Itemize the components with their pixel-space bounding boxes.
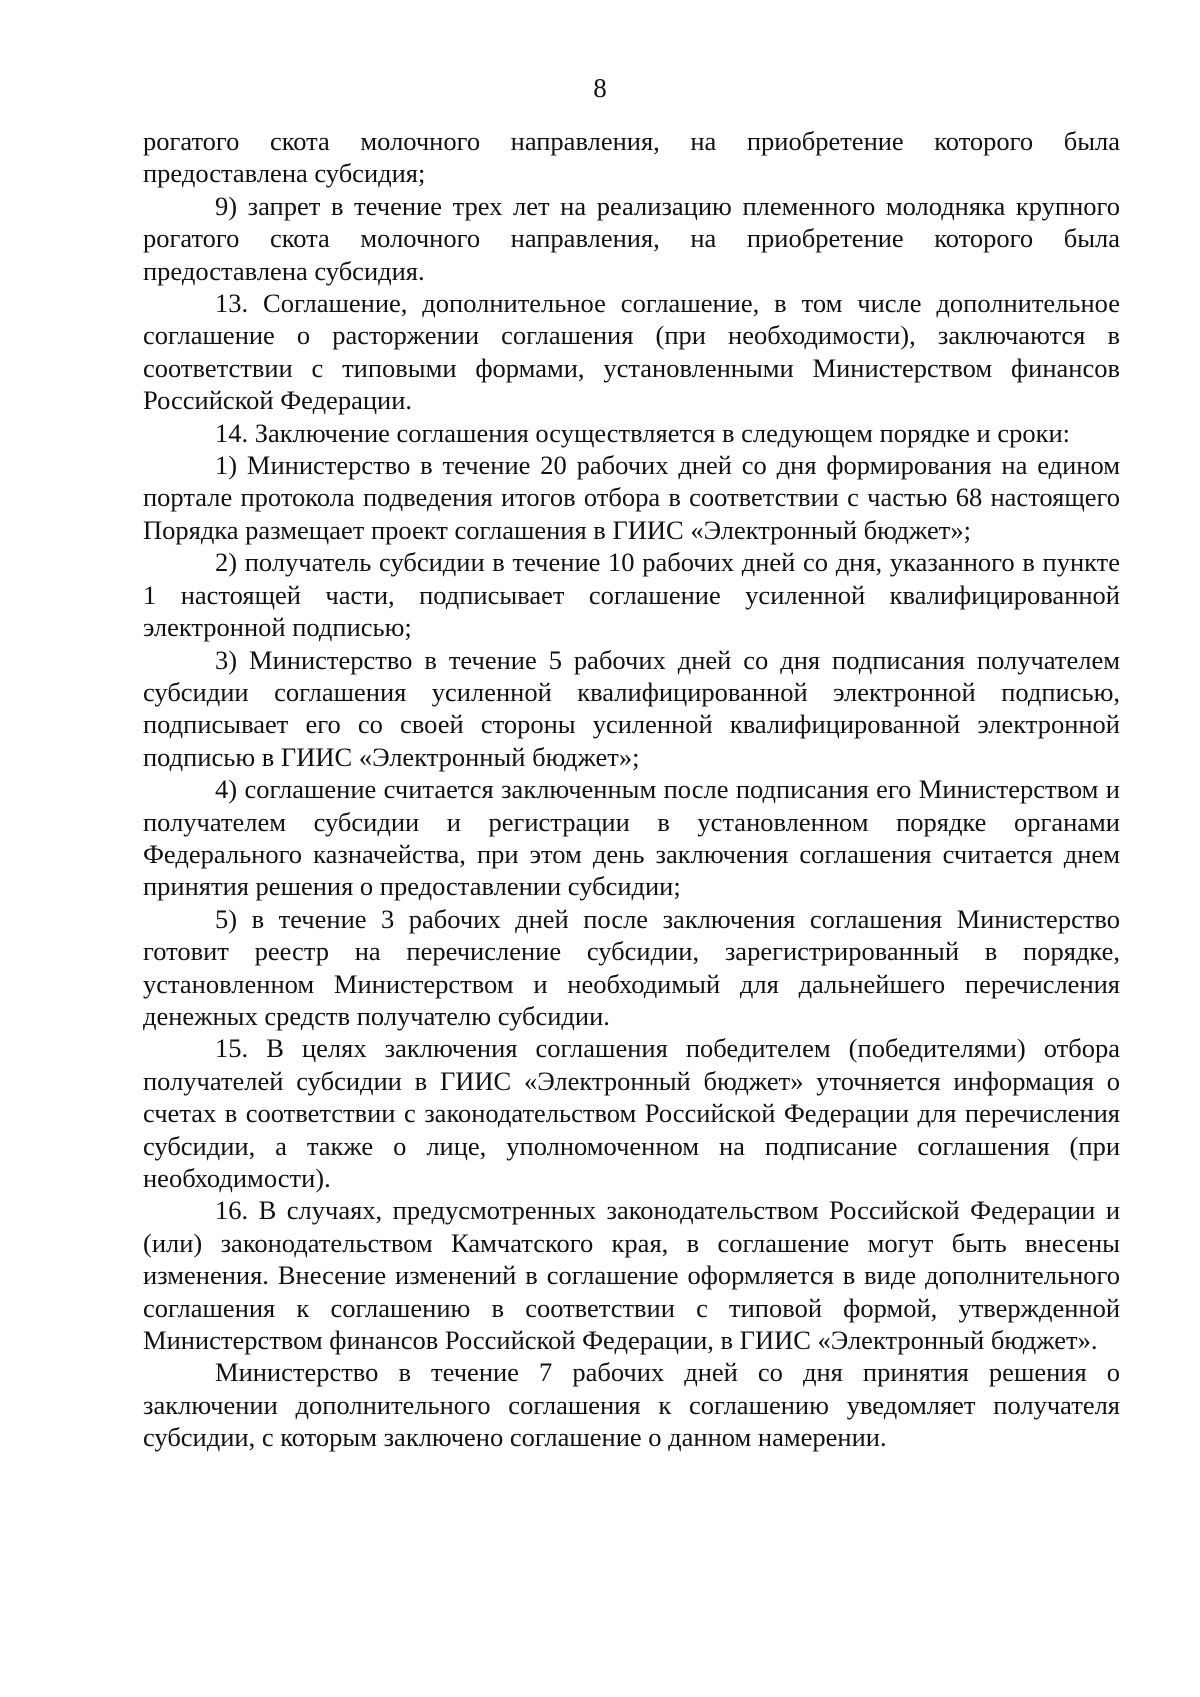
paragraph-clause-13: 13. Соглашение, дополнительное соглашение, в том числе дополнительное соглашение о расторжении соглашения (при необходимости), заключаются в соответствии с типовыми формами, установленными Министерством финансов Российской Федерации.	[143, 288, 1120, 416]
paragraph-clause-16: 16. В случаях, предусмотренных законодательством Российской Федерации и (или) законодательством Камчатского края, в соглашение могут быть внесены изменения. Внесение изменений в соглашение оформляется в виде дополнительного соглашения к соглашению в соответствии с типовой формой, утвержденной Министерством финансов Российской Федерации, в ГИИС «Электронный бюджет».	[143, 1195, 1120, 1356]
page-number: 8	[593, 73, 607, 103]
paragraph-clause-16-notice: Министерство в течение 7 рабочих дней со дня принятия решения о заключении дополнительного соглашения к соглашению уведомляет получателя субсидии, с которым заключено соглашение о данном намерении.	[143, 1357, 1120, 1453]
paragraph-clause-14-2: 2) получатель субсидии в течение 10 рабочих дней со дня, указанного в пункте 1 настоящей части, подписывает соглашение усиленной квалифицированной электронной подписью;	[143, 547, 1120, 643]
document-body	[143, 125, 1120, 1454]
paragraph-clause-14: 14. Заключение соглашения осуществляется в следующем порядке и сроки:	[215, 417, 1071, 448]
paragraph-continuation: рогатого скота молочного направления, на приобретение которого была предоставлена субсидия;	[143, 126, 1120, 189]
paragraph-clause-14-5: 5) в течение 3 рабочих дней после заключения соглашения Министерство готовит реестр на перечисление субсидии, зарегистрированный в порядке, установленном Министерством и необходимый для дальнейшего перечисления денежных средств получателю субсидии.	[143, 903, 1120, 1031]
paragraph-clause-15: 15. В целях заключения соглашения победителем (победителями) отбора получателей субсидии в ГИИС «Электронный бюджет» уточняется информация о счетах в соответствии с законодательством Российской Федерации для перечисления субсидии, а также о лице, уполномоченном на подписание соглашения (при необходимости).	[143, 1033, 1120, 1193]
paragraph-clause-14-3: 3) Министерство в течение 5 рабочих дней со дня подписания получателем субсидии соглашения усиленной квалифицированной электронной подписью, подписывает его со своей стороны усиленной квалифицированной электронной подписью в ГИИС «Электронный бюджет»;	[143, 644, 1120, 772]
paragraph-clause-14-4: 4) соглашение считается заключенным после подписания его Министерством и получателем субсидии и регистрации в установленном порядке органами Федерального казначейства, при этом день заключения соглашения считается днем принятия решения о предоставлении субсидии;	[143, 774, 1120, 902]
paragraph-clause-14-1: 1) Министерство в течение 20 рабочих дней со дня формирования на едином портале протокола подведения итогов отбора в соответствии с частью 68 настоящего Порядка размещает проект соглашения в ГИИС «Электронный бюджет»;	[143, 450, 1120, 545]
paragraph-item-9: 9) запрет в течение трех лет на реализацию племенного молодняка крупного рогатого скота молочного направления, на приобретение которого была предоставлена субсидия.	[143, 190, 1120, 286]
